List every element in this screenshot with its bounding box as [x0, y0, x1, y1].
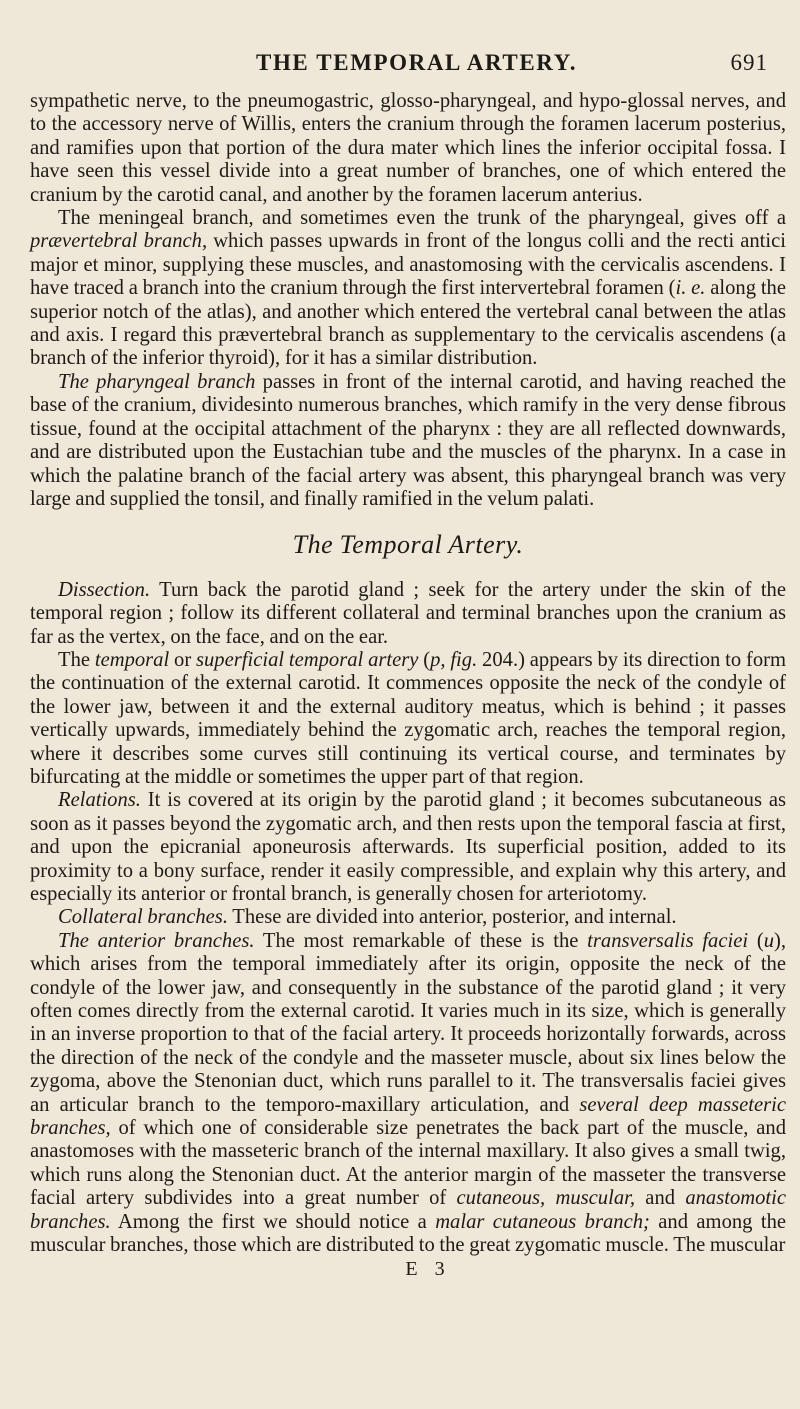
- text-run: along the superior notch of the atlas), and another which entered the vertebral canal between the atlas and axis. I regard this prævertebral branch as supplementary to the cervicalis ascendens (a branch of the inferior thyroid), for it has a similar distribution.: [30, 277, 786, 370]
- text-run: (: [748, 929, 764, 952]
- paragraph: [30, 930, 786, 1258]
- section-heading: The Temporal Artery.: [292, 530, 524, 560]
- paragraph: [30, 789, 786, 906]
- italic-text: temporal: [94, 648, 170, 671]
- italic-text: Relations.: [58, 789, 141, 812]
- italic-text: Collateral branches.: [58, 906, 228, 929]
- italic-text: Dissection.: [58, 578, 151, 601]
- running-title: THE TEMPORAL ARTERY.: [256, 50, 578, 75]
- italic-text: u: [763, 929, 774, 952]
- italic-text: transversalis faciei: [587, 929, 749, 952]
- text-run: The: [58, 648, 95, 671]
- text-run: which passes upwards in front of the longus colli and the recti antici major et minor, supplying these muscles, and anastomosing with the cervicalis ascendens. I have traced a branch into the cranium through the first intervertebral foramen (: [30, 230, 786, 300]
- text-run: or: [169, 648, 196, 671]
- page-number: 691: [730, 50, 768, 75]
- italic-text: several deep masseteric branches,: [30, 1093, 787, 1140]
- italic-text: anastomotic branches.: [30, 1187, 787, 1233]
- text-run: ), which arises from the temporal immediately after its origin, opposite the neck of the condyle of the lower jaw, and consequently in the substance of the parotid gland ; it very often comes directly from the external carotid. It varies much in its size, which is generally in an inverse proportion to that of the facial artery. It proceeds horizontally forwards, across the direction of the neck of the condyle and the masseter muscle, about six lines below the zygoma, above the Stenonian duct, which runs parallel to it. The transversalis faciei gives an articular branch to the temporo-maxillary articulation, and: [30, 929, 786, 1116]
- italic-text: malar cutaneous branch;: [435, 1210, 650, 1233]
- italic-text: The anterior branches.: [58, 929, 255, 952]
- text-run: The most remarkable of these is the: [254, 929, 588, 952]
- text-run: and: [635, 1187, 686, 1210]
- italic-text: superficial temporal artery: [196, 648, 419, 671]
- italic-text: prævertebral branch,: [30, 230, 208, 253]
- body-text: [30, 90, 786, 1258]
- text-run: of which one of considerable size penetrates the back part of the muscle, and anastomoses with the masseteric branch of the internal maxillary. It also gives a small twig, which runs along the Stenonian duct. At the anterior margin of the masseter the transverse facial artery subdivides into a great number of: [30, 1117, 786, 1210]
- italic-text: p, fig.: [430, 648, 478, 671]
- italic-text: cutaneous, muscular,: [456, 1187, 636, 1210]
- paragraphs-bottom: [30, 579, 786, 1258]
- text-run: It is covered at its origin by the parotid gland ; it becomes subcutaneous as soon as it passes beyond the zygomatic arch, and then rests upon the temporal fascia at first, and upon the epicranial aponeurosis afterwards. Its superficial position, added to its proximity to a bony surface, render it easily compressible, and explain why this artery, and especially its anterior or frontal branch, is generally chosen for arteriotomy.: [30, 789, 786, 905]
- text-run: These are divided into anterior, posterior, and internal.: [227, 906, 677, 929]
- italic-text: The pharyngeal branch: [58, 370, 256, 393]
- paragraph: [30, 371, 786, 511]
- signature-mark: E 3: [405, 1257, 451, 1280]
- text-run: Turn back the parotid gland ; seek for the artery under the skin of the temporal region ; follow its different collateral and terminal branches upon the cranium as far as the vertex, on the face, and on the ear.: [30, 578, 786, 648]
- paragraph: [30, 207, 786, 371]
- paragraph: [30, 906, 786, 929]
- paragraph: [30, 649, 786, 789]
- text-run: passes in front of the internal carotid, and having reached the base of the cranium, dividesinto numerous branches, which ramify in the very dense fibrous tissue, found at the occipital attachment of the pharynx : they are all reflected downwards, and are distributed upon the Eustachian tube and the muscles of the pharynx. In a case in which the palatine branch of the facial artery was absent, this pharyngeal branch was very large and supplied the tonsil, and finally ramified in the velum palati.: [30, 370, 787, 510]
- text-run: Among the first we should notice a: [110, 1210, 436, 1233]
- text-run: and among the muscular branches, those which are distributed to the great zygomatic muscle. The muscular: [30, 1210, 787, 1257]
- text-run: 204.) appears by its direction to form the continuation of the external carotid. It commences opposite the neck of the condyle of the lower jaw, between it and the external auditory meatus, which is behind ; it passes vertically upwards, immediately behind the zygomatic arch, reaches the temporal region, where it describes some curves still continuing its vertical course, and terminates by bifurcating at the middle or sometimes the upper part of that region.: [30, 648, 787, 788]
- text-run: The meningeal branch, and sometimes even the trunk of the pharyngeal, gives off a: [58, 207, 786, 230]
- paragraph: [30, 579, 786, 649]
- paragraph: [30, 90, 786, 207]
- text-run: (: [418, 648, 431, 671]
- text-run: sympathetic nerve, to the pneumogastric, glosso-pharyngeal, and hypo-glossal nerves, and to the accessory nerve of Willis, enters the cranium through the foramen lacerum posterius, and ramifies upon that portion of the dura mater which lines the inferior occipital fossa. I have seen this vessel divide into a great number of branches, one of which entered the cranium by the carotid canal, and another by the foramen lacerum anterius.: [30, 90, 786, 206]
- italic-text: i. e.: [675, 277, 706, 300]
- running-head: [30, 50, 786, 90]
- paragraphs-top: [30, 90, 786, 511]
